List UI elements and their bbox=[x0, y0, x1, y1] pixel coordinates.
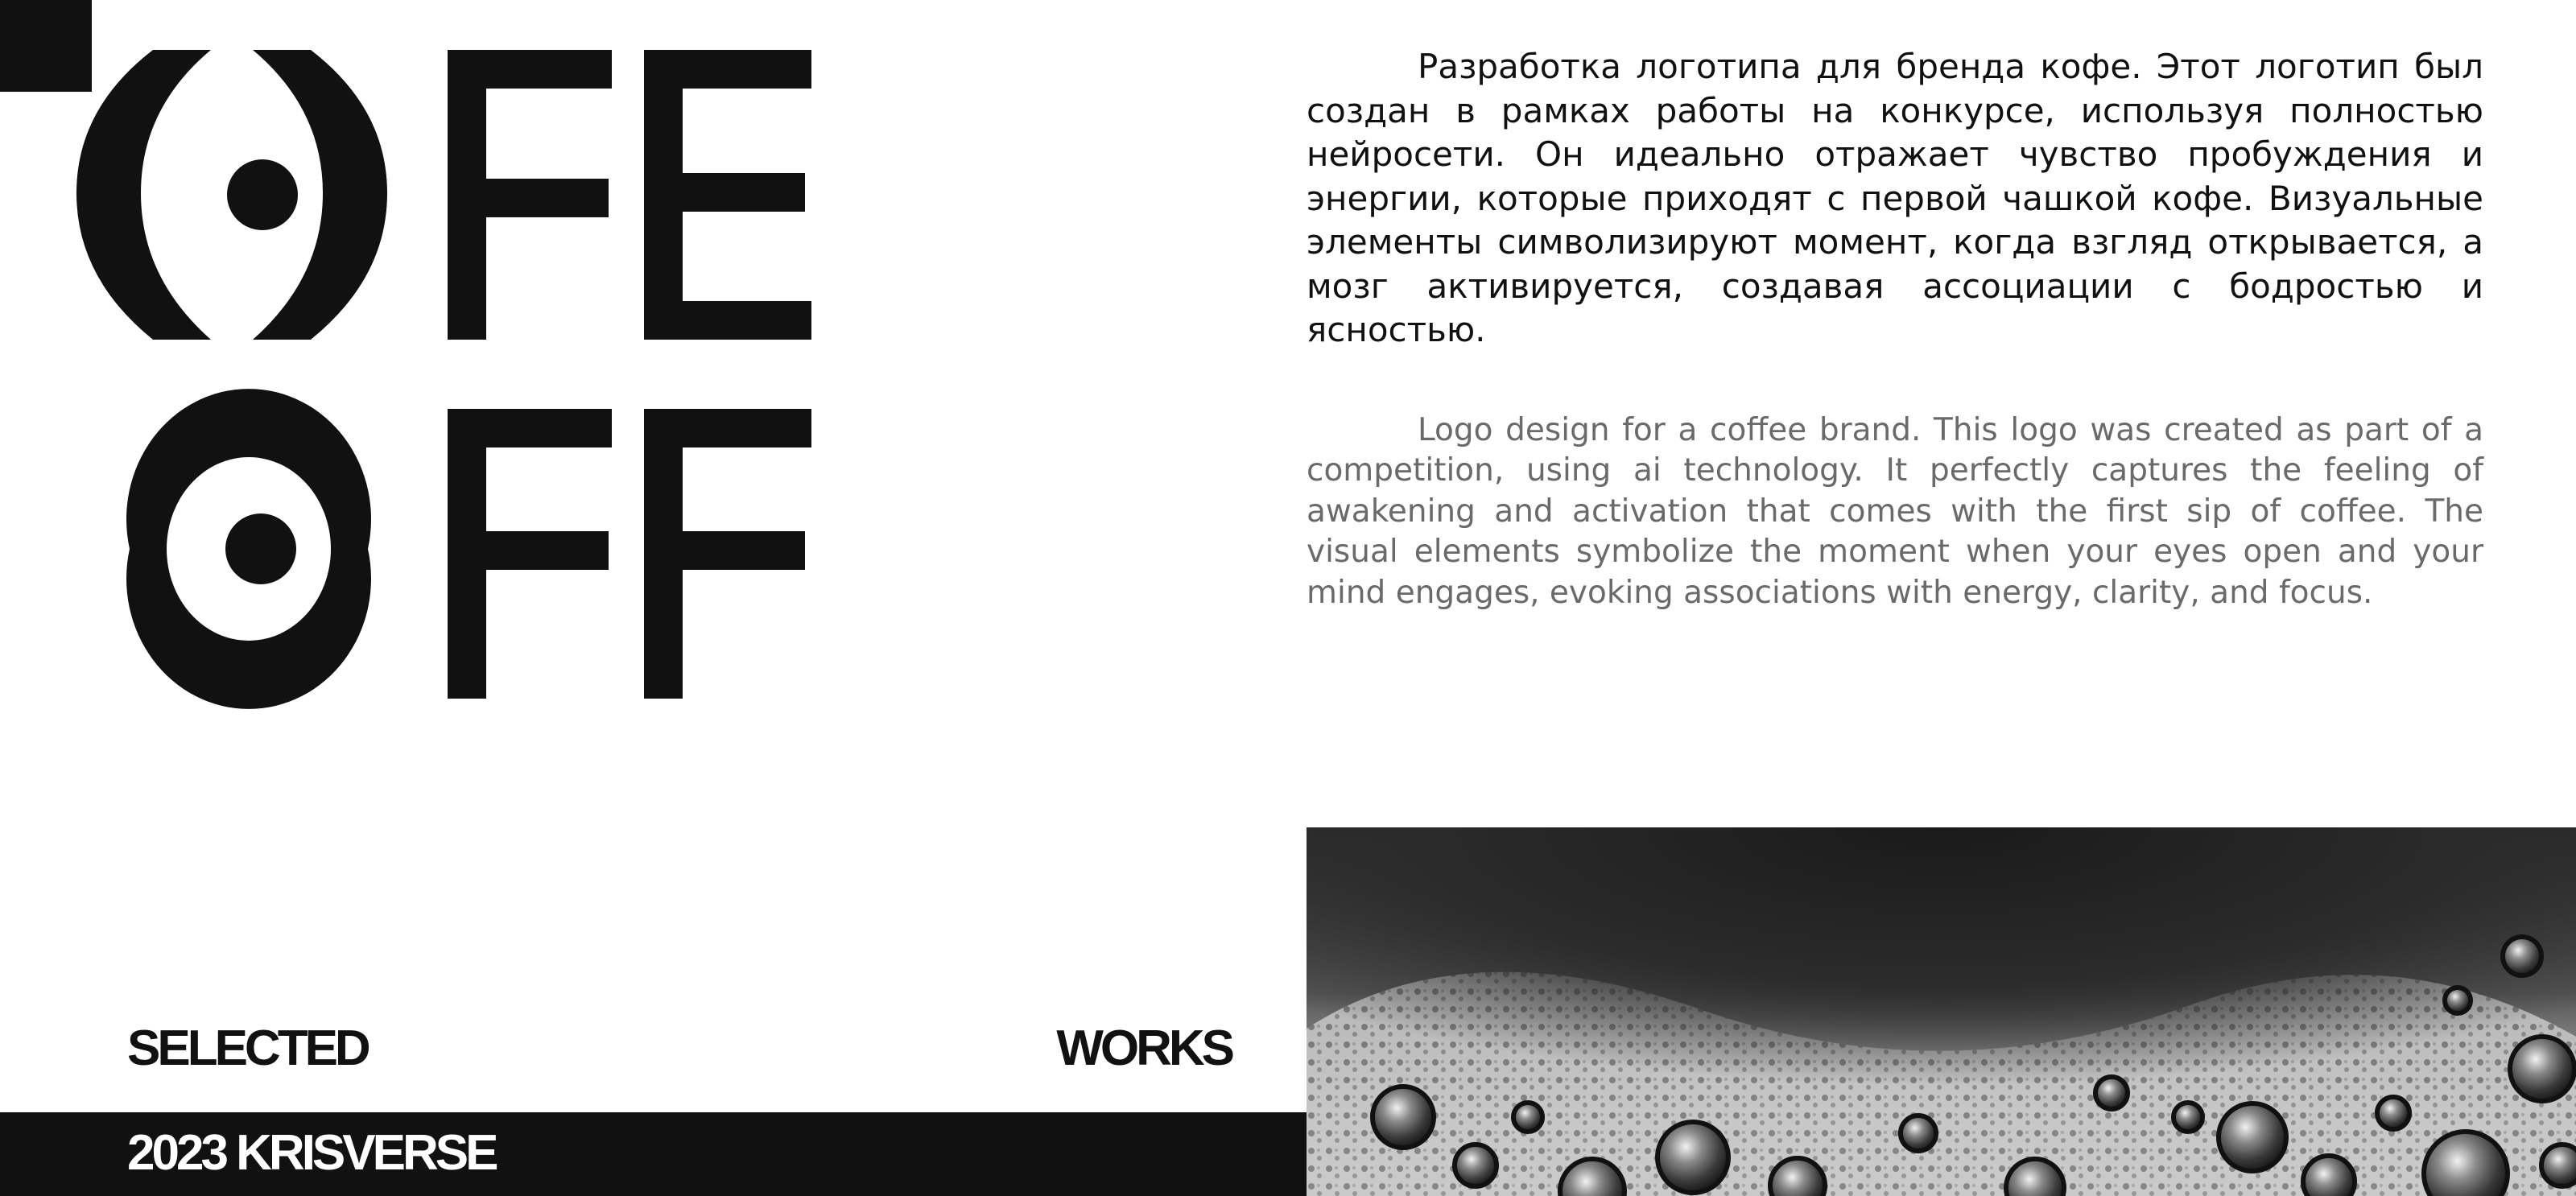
logo-letter-f-1 bbox=[448, 50, 612, 340]
logo-letter-f-3 bbox=[644, 409, 811, 699]
logo-eye-open bbox=[76, 50, 387, 340]
description-en: Logo design for a coffee brand. This logo was created as part of a competition, using ai technology. It perfectly captures the feeling of awakening and activation that comes with the first sip of coffee. The visual elements symbolize the moment when your eyes open and your mind engages, evoking associations with energy, clarity, and focus. bbox=[1307, 412, 2483, 611]
label-selected: SELECTED bbox=[127, 1021, 368, 1076]
footer-bar bbox=[0, 1112, 1307, 1196]
logo-letter-e bbox=[644, 50, 811, 340]
coffee-foam-photo bbox=[1307, 827, 2576, 1196]
footer-text: 2023 KRISVERSE bbox=[127, 1125, 496, 1181]
description-ru: Разработка логотипа для бренда кофе. Этот логотип был создан в рамках работы на конкурсе, используя полностью нейросети. Он идеально отражает чувство пробуждения и энергии, которые приходят с первой чашкой кофе. Визуальные элементы символизируют момент, когда взгляд открывается, а мозг активируется, создавая ассоциации с бодростью и ясностью. bbox=[1307, 47, 2483, 349]
coffee-logo bbox=[0, 0, 886, 724]
logo-eye-ring bbox=[126, 389, 371, 709]
logo-letter-f-2 bbox=[448, 409, 612, 699]
label-works: WORKS bbox=[1056, 1021, 1232, 1076]
